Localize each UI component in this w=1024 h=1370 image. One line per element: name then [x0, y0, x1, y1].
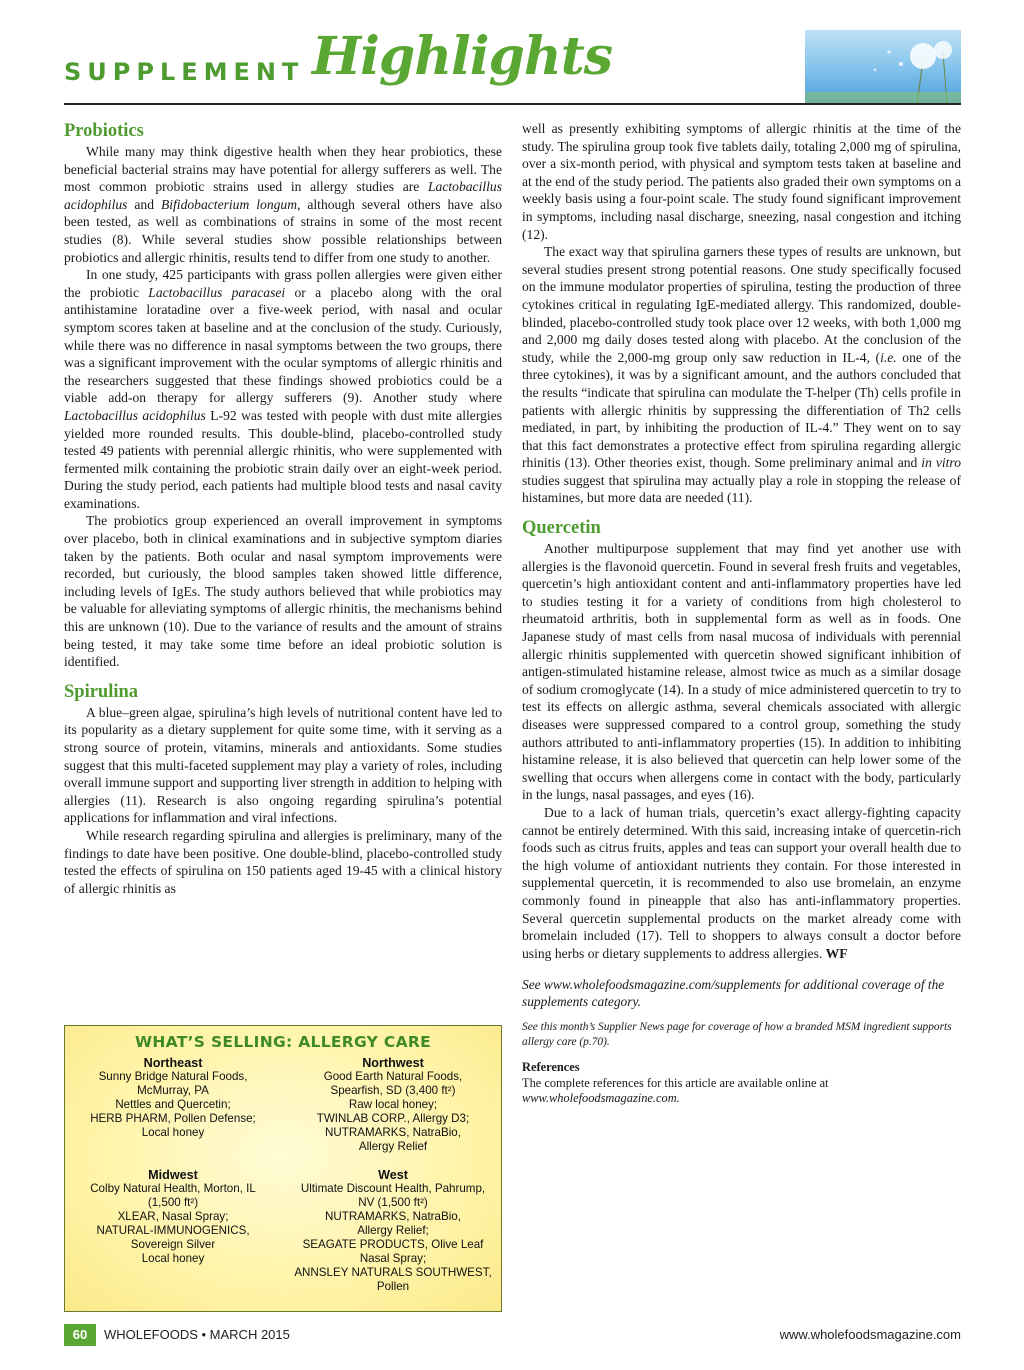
page-footer	[64, 1324, 961, 1346]
region-line: Local honey	[141, 1252, 205, 1265]
region-line: Pollen	[376, 1280, 410, 1293]
region-northwest	[293, 1056, 493, 1154]
region-northeast	[73, 1056, 273, 1140]
region-line: Local honey	[141, 1126, 205, 1139]
spirulina-paragraph-2: While research regarding spirulina and allergies is preliminary, many of the findings to date have been positive. One double-blind, placebo-controlled study tested the effects of spirulina on 150 patients aged 19-45 with a clinical history of allergic rhinitis as	[64, 827, 502, 896]
spirulina-heading: Spirulina	[64, 681, 139, 702]
header-supplement-label: SUPPLEMENT	[64, 58, 305, 86]
probiotics-heading: Probiotics	[64, 121, 144, 141]
region-line: Allergy Relief;	[357, 1224, 429, 1237]
region-west	[293, 1168, 493, 1294]
region-name: Northeast	[143, 1056, 203, 1070]
header-divider	[64, 103, 961, 105]
region-line: Spearfish, SD (3,400 ft²)	[330, 1084, 456, 1097]
region-line: XLEAR, Nasal Spray;	[117, 1210, 229, 1223]
region-line: TWINLAB CORP., Allergy D3;	[316, 1112, 470, 1125]
spirulina-paragraph-2-continued: well as presently exhibiting symptoms of allergic rhinitis at the time of the study. The spirulina group took five tablets daily, totaling 2,000 mg of spirulina, over a six-month period, with physical and symptom tests taken at baseline and at the end of the study period. The patients also graded their own symptoms on a weekly basis using a four-point scale. The study found significant improvement in symptoms, including nasal discharge, sneezing, nasal congestion and itching (12).	[522, 121, 961, 242]
region-line: Sunny Bridge Natural Foods,	[98, 1070, 248, 1083]
references-heading: References	[522, 1060, 580, 1075]
region-name: Midwest	[148, 1168, 198, 1182]
region-line: SEAGATE PRODUCTS, Olive Leaf	[302, 1238, 484, 1251]
wf-end-mark: WF	[825, 945, 848, 961]
region-line: NUTRAMARKS, NatraBio,	[325, 1126, 461, 1139]
quercetin-heading: Quercetin	[522, 518, 601, 539]
region-midwest	[73, 1168, 273, 1266]
quercetin-paragraph-2: Due to a lack of human trials, quercetin’s exact allergy-fighting capacity cannot be entirely determined. With this said, increasing intake of quercetin-rich foods such as citrus fruits, apples and teas can support your overall health due to the high volume of antioxidant nutrients they contain. For those interested in supplemental quercetin, it is recommended to also use bromelain, an enzyme commonly found in pineapple that also has anti-inflammatory properties. Several quercetin supplemental products on the market already come with bromelain included (17). Tell to shoppers to always consult a doctor before using herbs or dietary supplements to address allergies. WF	[522, 804, 961, 961]
page-number: 60	[64, 1324, 96, 1346]
supplier-news-note: See this month’s Supplier News page for coverage of how a branded MSM ingredient supports allergy care (p.70).	[522, 1021, 952, 1049]
dandelion-icon	[805, 30, 961, 104]
region-line: (1,500 ft²)	[147, 1196, 199, 1209]
region-line: ANNSLEY NATURALS SOUTHWEST,	[294, 1266, 492, 1279]
region-line: NV (1,500 ft²)	[358, 1196, 428, 1209]
region-line: Colby Natural Health, Morton, IL	[90, 1182, 256, 1195]
whats-selling-title: WHAT’S SELLING: ALLERGY CARE	[134, 1033, 431, 1051]
references-text: The complete references for this article are available online at www.wholefoodsmagazine.com.	[522, 1075, 829, 1106]
see-more-note: See www.wholefoodsmagazine.com/supplements for additional coverage of the supplements category.	[522, 977, 945, 1010]
region-name: Northwest	[362, 1056, 424, 1070]
region-line: HERB PHARM, Pollen Defense;	[90, 1112, 256, 1125]
probiotics-paragraph-2: In one study, 425 participants with grass pollen allergies were given either the probiotic Lactobacillus paracasei or a placebo along with the oral antihistamine loratadine over a five-week period, with nasal and ocular symptom scores taken at baseline and at the conclusion of the study. Curiously, while there was no difference in nasal symptoms between the two groups, there was a significant improvement with the ocular symptoms of allergic rhinitis and the researchers suggested that these findings showed probiotics could be a viable add-on therapy for allergy sufferers (9). Another study where Lactobacillus acidophilus L-92 was tested with people with dust mite allergies yielded more rounded results. This double-blind, placebo-controlled study tested 49 patients with perennial allergic rhinitis, who were supplemented with fermented milk containing the probiotic strain daily over an eight-week period. During the study period, each patients had multiple blood tests and nasal cavity examinations.	[64, 267, 502, 511]
whats-selling-box	[64, 1025, 502, 1312]
region-line: Nasal Spray;	[359, 1252, 427, 1265]
left-column	[64, 120, 502, 897]
region-line: Ultimate Discount Health, Pahrump,	[300, 1182, 486, 1195]
quercetin-paragraph-1: Another multipurpose supplement that may find yet another use with allergies is the flavonoid quercetin. Found in several fresh fruits and vegetables, quercetin’s high antioxidant content and anti-inflammatory properties have led to studies testing it for a variety of conditions from high cholesterol to rheumatoid arthritis, both in supplemental form as well as in foods. One Japanese study of mast cells from nasal mucosa of individuals with perennial allergic rhinitis supplemented with quercetin showed significant inhibition of antigen-stimulated histamine release, almost twice as much as a similar dosage of sodium cromoglycate (14). In a study of mice administered quercetin to try to test its effects on allergic asthma, several chemicals associated with allergic diseases were suppressed compared to a control group, something the study authors attributed to anti-inflammatory properties (15). In addition to inhibiting histamine release, it is also believed that quercetin can help lower some of the swelling that occurs when allergens come in contact with the body, particularly in the lungs, nasal passages, and eyes (16).	[522, 541, 961, 803]
region-line: Sovereign Silver	[130, 1238, 216, 1251]
dandelion-photo	[805, 30, 961, 104]
publication-info: WHOLEFOODS • MARCH 2015	[104, 1327, 290, 1342]
probiotics-paragraph-1: While many may think digestive health when they hear probiotics, these beneficial bacterial strains may have potential for allergy sufferers as well. The most common probiotic strains used in allergy studies are Lactobacillus acidophilus and Bifidobacterium longum, although several others have also been tested, as well as combinations of strains in some of the most recent studies (8). While several studies show possible relationships between probiotics and allergic rhinitis, results tend to differ from one study to another.	[64, 144, 502, 265]
website-url[interactable]: www.wholefoodsmagazine.com	[779, 1327, 961, 1342]
page-header	[64, 22, 961, 104]
region-line: Allergy Relief	[358, 1140, 428, 1153]
probiotics-paragraph-3: The probiotics group experienced an overall improvement in symptoms over placebo, both in clinical examinations and in subjective symptom diaries taken by the patients. Both ocular and nasal symptom improvements were recorded, but curiously, the blood samples taken showed little difference, including levels of IgEs. The study authors believed that while probiotics may be valuable for alleviating symptoms of allergic rhinitis, the mechanisms behind this are unknown (10). Due to the variance of results and the amount of strains being tested, it may take some time before an ideal probiotic solution is identified.	[64, 513, 502, 670]
references-link[interactable]: www.wholefoodsmagazine.com.	[522, 1091, 680, 1106]
region-line: NUTRAMARKS, NatraBio,	[325, 1210, 461, 1223]
region-line: Raw local honey;	[348, 1098, 438, 1111]
region-name: West	[378, 1168, 408, 1182]
region-line: Good Earth Natural Foods,	[323, 1070, 463, 1083]
spirulina-paragraph-3: The exact way that spirulina garners these types of results are unknown, but several studies present strong potential reasons. One study specifically focused on the immune modulator properties of spirulina, testing the production of three cytokines critical in regulating IgE-mediated allergy. This randomized, double-blinded, placebo-controlled study took place over 12 weeks, with both 1,000 mg and 2,000 mg daily doses tested along with placebo. At the conclusion of the study, while the 2,000-mg group only saw reduction in IL-4, (i.e. one of the three cytokines), it was by a significant amount, and the authors concluded that the results “indicate that spirulina can modulate the T-helper (Th) cells profile in patients with allergic rhinitis by suppressing the differentiation of Th2 cells mediated, in part, by inhibiting the production of IL-4.” They went on to say that this fact demonstrates a protective effect from spirulina regarding allergic rhinitis (13). Other theories exist, though. Some preliminary animal and in vitro studies suggest that spirulina may actually play a role in stopping the release of histamines, but more data are needed (11).	[522, 244, 961, 506]
header-highlights-label: Highlights	[312, 26, 613, 87]
spirulina-paragraph-1: A blue–green algae, spirulina’s high levels of nutritional content have led to its popularity as a dietary supplement for quite some time, with it serving as a strong source of protein, vitamins, minerals and antioxidants. Some studies suggest that this multi-faceted supplement may play a variety of roles, including overall immune support and supporting liver strength in addition to helping with allergies (11). Research is also ongoing regarding spirulina’s potential applications for inflammation and viral infections.	[64, 704, 502, 826]
right-column	[522, 120, 961, 1107]
region-line: Nettles and Quercetin;	[115, 1098, 231, 1111]
region-line: McMurray, PA	[137, 1084, 209, 1097]
region-line: NATURAL-IMMUNOGENICS,	[96, 1224, 250, 1237]
